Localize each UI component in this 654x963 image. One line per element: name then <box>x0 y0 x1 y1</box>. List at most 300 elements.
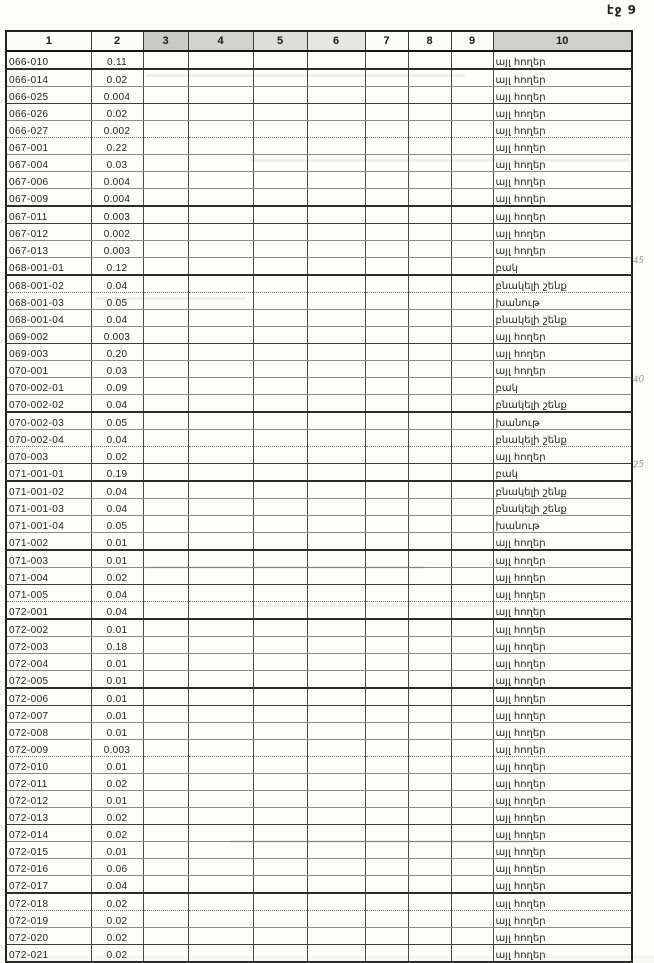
table-row <box>6 568 632 585</box>
parcel-code-cell: 067-012 <box>6 224 91 241</box>
empty-cell <box>408 585 451 602</box>
table-row <box>6 121 632 138</box>
area-value-cell: 0.003 <box>91 327 143 344</box>
empty-cell <box>188 706 253 723</box>
area-value-cell: 0.02 <box>91 104 143 121</box>
empty-cell <box>451 757 493 774</box>
empty-cell <box>188 893 253 911</box>
table-row <box>6 430 632 447</box>
empty-cell <box>253 723 307 740</box>
empty-cell <box>408 293 451 310</box>
column-header-9: 9 <box>451 31 493 51</box>
land-use-cell: բնակելի շենք <box>493 430 632 447</box>
area-value-cell: 0.01 <box>91 706 143 723</box>
empty-cell <box>451 791 493 808</box>
empty-cell <box>408 481 451 499</box>
column-header-1: 1 <box>6 31 91 51</box>
empty-cell <box>408 104 451 121</box>
table-row <box>6 859 632 876</box>
empty-cell <box>307 791 365 808</box>
empty-cell <box>188 189 253 207</box>
area-value-cell: 0.04 <box>91 310 143 327</box>
empty-cell <box>253 876 307 894</box>
empty-cell <box>188 344 253 361</box>
empty-cell <box>408 876 451 894</box>
land-use-cell: այլ հողեր <box>493 723 632 740</box>
empty-cell <box>253 928 307 945</box>
empty-cell <box>253 138 307 155</box>
empty-cell <box>408 706 451 723</box>
empty-cell <box>451 533 493 551</box>
empty-cell <box>307 757 365 774</box>
area-value-cell: 0.04 <box>91 395 143 413</box>
empty-cell <box>408 121 451 138</box>
empty-cell <box>253 104 307 121</box>
empty-cell <box>365 706 408 723</box>
land-use-cell: այլ հողեր <box>493 757 632 774</box>
empty-cell <box>365 791 408 808</box>
empty-cell <box>365 224 408 241</box>
empty-cell <box>365 258 408 276</box>
empty-cell <box>188 791 253 808</box>
land-use-cell: այլ հողեր <box>493 189 632 207</box>
parcel-code-cell: 072-021 <box>6 945 91 963</box>
parcel-code-cell: 071-004 <box>6 568 91 585</box>
empty-cell <box>253 602 307 620</box>
empty-cell <box>365 172 408 189</box>
page-number: էջ 9 <box>606 3 637 17</box>
empty-cell <box>143 842 188 859</box>
empty-cell <box>307 447 365 464</box>
area-value-cell: 0.04 <box>91 430 143 447</box>
empty-cell <box>143 258 188 276</box>
land-use-cell: այլ հողեր <box>493 138 632 155</box>
empty-cell <box>451 911 493 928</box>
parcel-code-cell: 072-017 <box>6 876 91 894</box>
empty-cell <box>188 740 253 757</box>
empty-cell <box>408 945 451 963</box>
table-row <box>6 206 632 224</box>
land-use-cell: այլ հողեր <box>493 911 632 928</box>
area-value-cell: 0.003 <box>91 241 143 258</box>
empty-cell <box>408 740 451 757</box>
empty-cell <box>143 121 188 138</box>
land-use-cell: այլ հողեր <box>493 224 632 241</box>
empty-cell <box>143 464 188 482</box>
parcel-code-cell: 067-013 <box>6 241 91 258</box>
empty-cell <box>188 361 253 378</box>
empty-cell <box>143 412 188 430</box>
empty-cell <box>408 499 451 516</box>
empty-cell <box>143 189 188 207</box>
empty-cell <box>253 481 307 499</box>
parcel-code-cell: 072-018 <box>6 893 91 911</box>
table-row <box>6 654 632 671</box>
empty-cell <box>451 293 493 310</box>
land-use-cell: այլ հողեր <box>493 327 632 344</box>
empty-cell <box>143 224 188 241</box>
empty-cell <box>365 740 408 757</box>
empty-cell <box>307 87 365 104</box>
empty-cell <box>365 671 408 689</box>
parcel-code-cell: 072-008 <box>6 723 91 740</box>
empty-cell <box>451 206 493 224</box>
empty-cell <box>451 241 493 258</box>
land-use-cell: այլ հողեր <box>493 808 632 825</box>
empty-cell <box>451 121 493 138</box>
column-header-8: 8 <box>408 31 451 51</box>
parcel-code-cell: 066-026 <box>6 104 91 121</box>
land-use-cell: այլ հողեր <box>493 791 632 808</box>
area-value-cell: 0.05 <box>91 412 143 430</box>
land-use-cell: խանութ <box>493 412 632 430</box>
empty-cell <box>253 533 307 551</box>
empty-cell <box>451 447 493 464</box>
handwritten-margin-mark: 25 <box>632 459 645 471</box>
land-use-cell: այլ հողեր <box>493 945 632 963</box>
empty-cell <box>143 602 188 620</box>
land-use-cell: այլ հողեր <box>493 740 632 757</box>
table-row <box>6 893 632 911</box>
empty-cell <box>253 241 307 258</box>
empty-cell <box>408 533 451 551</box>
empty-cell <box>143 723 188 740</box>
empty-cell <box>188 447 253 464</box>
empty-cell <box>307 412 365 430</box>
empty-cell <box>143 619 188 637</box>
empty-cell <box>188 671 253 689</box>
area-value-cell: 0.01 <box>91 791 143 808</box>
empty-cell <box>365 69 408 87</box>
empty-cell <box>451 928 493 945</box>
empty-cell <box>365 688 408 706</box>
empty-cell <box>143 706 188 723</box>
empty-cell <box>188 104 253 121</box>
land-use-cell: այլ հողեր <box>493 241 632 258</box>
empty-cell <box>143 945 188 963</box>
empty-cell <box>253 568 307 585</box>
area-value-cell: 0.01 <box>91 688 143 706</box>
empty-cell <box>451 654 493 671</box>
empty-cell <box>143 155 188 172</box>
area-value-cell: 0.02 <box>91 911 143 928</box>
empty-cell <box>408 928 451 945</box>
empty-cell <box>365 395 408 413</box>
parcel-code-cell: 072-001 <box>6 602 91 620</box>
parcel-code-cell: 069-003 <box>6 344 91 361</box>
area-value-cell: 0.04 <box>91 481 143 499</box>
land-use-cell: այլ հողեր <box>493 619 632 637</box>
empty-cell <box>188 723 253 740</box>
empty-cell <box>408 602 451 620</box>
empty-cell <box>365 87 408 104</box>
empty-cell <box>253 172 307 189</box>
empty-cell <box>408 688 451 706</box>
empty-cell <box>143 430 188 447</box>
area-value-cell: 0.01 <box>91 757 143 774</box>
area-value-cell: 0.002 <box>91 224 143 241</box>
empty-cell <box>188 293 253 310</box>
parcel-code-cell: 072-011 <box>6 774 91 791</box>
parcel-code-cell: 071-001-01 <box>6 464 91 482</box>
empty-cell <box>143 310 188 327</box>
empty-cell <box>188 327 253 344</box>
empty-cell <box>253 619 307 637</box>
empty-cell <box>451 275 493 293</box>
empty-cell <box>143 550 188 568</box>
empty-cell <box>307 395 365 413</box>
empty-cell <box>365 842 408 859</box>
empty-cell <box>188 87 253 104</box>
area-value-cell: 0.02 <box>91 825 143 842</box>
empty-cell <box>307 688 365 706</box>
empty-cell <box>188 172 253 189</box>
empty-cell <box>307 464 365 482</box>
empty-cell <box>143 206 188 224</box>
empty-cell <box>253 911 307 928</box>
empty-cell <box>408 69 451 87</box>
parcel-code-cell: 072-006 <box>6 688 91 706</box>
empty-cell <box>307 585 365 602</box>
empty-cell <box>365 945 408 963</box>
handwritten-margin-mark: 40 <box>632 374 645 386</box>
area-value-cell: 0.01 <box>91 533 143 551</box>
empty-cell <box>143 791 188 808</box>
empty-cell <box>307 69 365 87</box>
empty-cell <box>143 876 188 894</box>
parcel-code-cell: 072-005 <box>6 671 91 689</box>
table-row <box>6 499 632 516</box>
area-value-cell: 0.02 <box>91 928 143 945</box>
parcel-code-cell: 071-001-03 <box>6 499 91 516</box>
empty-cell <box>253 945 307 963</box>
empty-cell <box>253 671 307 689</box>
table-row <box>6 447 632 464</box>
empty-cell <box>408 568 451 585</box>
empty-cell <box>143 378 188 395</box>
parcel-code-cell: 072-015 <box>6 842 91 859</box>
empty-cell <box>408 275 451 293</box>
land-use-cell: այլ հողեր <box>493 585 632 602</box>
table-row <box>6 224 632 241</box>
parcel-code-cell: 071-002 <box>6 533 91 551</box>
area-value-cell: 0.02 <box>91 945 143 963</box>
parcel-code-cell: 072-019 <box>6 911 91 928</box>
empty-cell <box>188 619 253 637</box>
empty-cell <box>143 361 188 378</box>
empty-cell <box>451 104 493 121</box>
parcel-code-cell: 072-009 <box>6 740 91 757</box>
empty-cell <box>365 876 408 894</box>
empty-cell <box>451 430 493 447</box>
empty-cell <box>307 344 365 361</box>
table-row <box>6 241 632 258</box>
parcel-code-cell: 071-001-02 <box>6 481 91 499</box>
empty-cell <box>143 568 188 585</box>
empty-cell <box>253 585 307 602</box>
table-row <box>6 87 632 104</box>
empty-cell <box>143 757 188 774</box>
empty-cell <box>188 637 253 654</box>
empty-cell <box>365 928 408 945</box>
empty-cell <box>408 637 451 654</box>
empty-cell <box>307 893 365 911</box>
parcel-code-cell: 072-004 <box>6 654 91 671</box>
empty-cell <box>408 447 451 464</box>
empty-cell <box>143 87 188 104</box>
parcel-code-cell: 070-002-01 <box>6 378 91 395</box>
empty-cell <box>451 224 493 241</box>
empty-cell <box>365 464 408 482</box>
empty-cell <box>365 378 408 395</box>
empty-cell <box>307 258 365 276</box>
empty-cell <box>408 344 451 361</box>
empty-cell <box>365 361 408 378</box>
empty-cell <box>451 189 493 207</box>
land-use-cell: բնակելի շենք <box>493 310 632 327</box>
parcel-code-cell: 072-020 <box>6 928 91 945</box>
empty-cell <box>307 378 365 395</box>
parcel-code-cell: 066-027 <box>6 121 91 138</box>
land-use-cell: այլ հողեր <box>493 447 632 464</box>
table-row <box>6 293 632 310</box>
empty-cell <box>188 774 253 791</box>
land-use-cell: այլ հողեր <box>493 568 632 585</box>
empty-cell <box>143 740 188 757</box>
parcel-code-cell: 070-003 <box>6 447 91 464</box>
empty-cell <box>408 464 451 482</box>
empty-cell <box>307 740 365 757</box>
area-value-cell: 0.003 <box>91 206 143 224</box>
empty-cell <box>307 172 365 189</box>
table-row <box>6 876 632 894</box>
empty-cell <box>451 51 493 69</box>
empty-cell <box>451 344 493 361</box>
empty-cell <box>143 637 188 654</box>
empty-cell <box>188 310 253 327</box>
empty-cell <box>365 723 408 740</box>
area-value-cell: 0.02 <box>91 808 143 825</box>
area-value-cell: 0.01 <box>91 671 143 689</box>
empty-cell <box>451 723 493 740</box>
empty-cell <box>188 378 253 395</box>
land-use-cell: այլ հողեր <box>493 671 632 689</box>
empty-cell <box>365 550 408 568</box>
area-value-cell: 0.01 <box>91 619 143 637</box>
empty-cell <box>307 637 365 654</box>
empty-cell <box>307 516 365 533</box>
empty-cell <box>365 893 408 911</box>
empty-cell <box>408 258 451 276</box>
empty-cell <box>408 155 451 172</box>
empty-cell <box>408 189 451 207</box>
table-row <box>6 791 632 808</box>
table-row <box>6 516 632 533</box>
empty-cell <box>307 568 365 585</box>
area-value-cell: 0.004 <box>91 172 143 189</box>
empty-cell <box>307 481 365 499</box>
empty-cell <box>408 378 451 395</box>
land-use-cell: այլ հողեր <box>493 859 632 876</box>
empty-cell <box>253 310 307 327</box>
empty-cell <box>451 671 493 689</box>
empty-cell <box>307 327 365 344</box>
empty-cell <box>188 155 253 172</box>
empty-cell <box>365 104 408 121</box>
parcel-code-cell: 071-001-04 <box>6 516 91 533</box>
empty-cell <box>408 241 451 258</box>
area-value-cell: 0.06 <box>91 859 143 876</box>
empty-cell <box>253 637 307 654</box>
table-row <box>6 533 632 551</box>
area-value-cell: 0.18 <box>91 637 143 654</box>
parcel-code-cell: 072-016 <box>6 859 91 876</box>
empty-cell <box>451 69 493 87</box>
empty-cell <box>188 138 253 155</box>
empty-cell <box>307 241 365 258</box>
area-value-cell: 0.002 <box>91 121 143 138</box>
empty-cell <box>408 310 451 327</box>
empty-cell <box>188 121 253 138</box>
empty-cell <box>307 859 365 876</box>
area-value-cell: 0.004 <box>91 87 143 104</box>
empty-cell <box>408 859 451 876</box>
empty-cell <box>253 206 307 224</box>
land-use-cell: այլ հողեր <box>493 69 632 87</box>
empty-cell <box>451 740 493 757</box>
empty-cell <box>451 825 493 842</box>
empty-cell <box>188 51 253 69</box>
table-row <box>6 706 632 723</box>
empty-cell <box>143 447 188 464</box>
land-use-cell: բակ <box>493 464 632 482</box>
empty-cell <box>365 808 408 825</box>
area-value-cell: 0.22 <box>91 138 143 155</box>
empty-cell <box>143 51 188 69</box>
parcel-code-cell: 072-013 <box>6 808 91 825</box>
empty-cell <box>365 568 408 585</box>
table-row <box>6 550 632 568</box>
empty-cell <box>307 51 365 69</box>
empty-cell <box>143 172 188 189</box>
table-row <box>6 671 632 689</box>
land-use-cell: խանութ <box>493 293 632 310</box>
land-use-cell: այլ հողեր <box>493 842 632 859</box>
empty-cell <box>143 893 188 911</box>
table-row <box>6 378 632 395</box>
empty-cell <box>365 585 408 602</box>
empty-cell <box>188 275 253 293</box>
empty-cell <box>188 224 253 241</box>
empty-cell <box>188 654 253 671</box>
empty-cell <box>451 172 493 189</box>
empty-cell <box>143 654 188 671</box>
area-value-cell: 0.05 <box>91 293 143 310</box>
empty-cell <box>143 859 188 876</box>
empty-cell <box>188 395 253 413</box>
empty-cell <box>307 876 365 894</box>
empty-cell <box>253 361 307 378</box>
table-row <box>6 688 632 706</box>
empty-cell <box>365 757 408 774</box>
empty-cell <box>408 516 451 533</box>
empty-cell <box>188 568 253 585</box>
handwritten-margin-mark: 45 <box>632 255 645 267</box>
column-header-5: 5 <box>253 31 307 51</box>
land-use-cell: բակ <box>493 378 632 395</box>
empty-cell <box>253 378 307 395</box>
empty-cell <box>143 516 188 533</box>
